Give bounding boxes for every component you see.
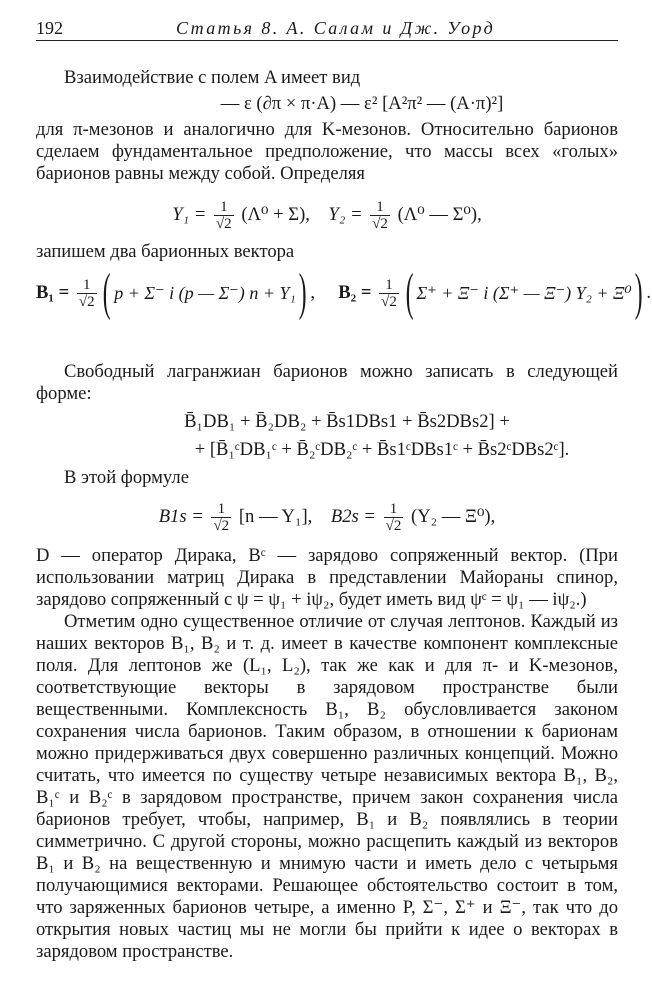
eq-b2s-rhs: (Y₂ — Ξ⁰), xyxy=(411,506,496,527)
equation-y-definitions xyxy=(36,193,618,237)
eq-b1s-fraction xyxy=(211,501,231,534)
fraction-denominator: √2 xyxy=(381,293,397,310)
b1-tail: , xyxy=(310,282,316,303)
paragraph-baryon-assumption: для π-мезонов и аналогично для K-мезонов. Относительно барионов сделаем фундаментальное предположение, что массы всех «голых» барионов равны между собой. Определяя xyxy=(36,119,618,184)
running-header xyxy=(36,0,618,41)
equation-bs-definitions xyxy=(36,495,618,539)
fraction-denominator: √2 xyxy=(78,293,95,310)
eq-y1-label: Y₁ = xyxy=(172,204,207,225)
b2-row-3: Y₂ + Ξ⁰ xyxy=(575,283,632,303)
b2-column xyxy=(417,281,632,305)
eq-b2s-label: B2s = xyxy=(330,506,376,527)
eq-y1-fraction xyxy=(214,199,234,232)
paragraph-leptons-difference: Отметим одно существенное отличие от случая лептонов. Каждый из наших векторов B₁, B₂ и т. д. имеет в качестве компонент комплексные поля. Для лептонов же (L₁, L₂), так же как и для π- и K-мезонов, соответствующие векторы в зарядовом пространстве были вещественными. Комплексность B₁, B₂ обусловливается законом сохранения числа барионов. Таким образом, в отношении к барионам можно придерживаться двух совершенно различных концепций. Можно считать, что имеется по существу четыре независимых вектора B₁, B₂, B₁ᶜ и B₂ᶜ в зарядовом пространстве, причем закон сохранения числа барионов требует, чтобы, например, B₁ и B₂ появлялись в теории симметрично. С другой стороны, можно расщепить каждый из векторов B₁ и B₂ на вещественную и мнимую части и иметь дело с четырьмя получающимися векторами. Решающее обстоятельство состоит в том, что заряженных барионов четыре, а именно P, Σ⁻, Σ⁺ и Ξ⁻, так что до открытия новых частиц мы не могли бы прийти к идее о векторах в зарядовом пространстве. xyxy=(36,611,618,962)
b1-row-3: n + Y₁ xyxy=(249,283,296,303)
fraction-denominator: √2 xyxy=(385,518,402,535)
b2-row-2: i (Σ⁺ — Ξ⁻) xyxy=(483,283,572,303)
b1-column xyxy=(114,281,295,305)
fraction-numerator: 1 xyxy=(83,276,91,293)
b2-label: B₂ = xyxy=(338,282,372,303)
eq-b1s-label: B1s = xyxy=(158,506,204,527)
fraction-numerator: 1 xyxy=(376,199,384,216)
eq-b2s-fraction xyxy=(384,501,404,534)
equation-lagrangian-line-2: + [B̄₁ᶜDB₁ᶜ + B̄₂ᶜDB₂ᶜ + B̄s1ᶜDBs1ᶜ + B̄s2ᶜDBs2ᶜ]. xyxy=(194,439,570,460)
running-title: Статья 8. А. Салам и Дж. Уорд xyxy=(176,18,496,38)
fraction-numerator: 1 xyxy=(217,501,226,518)
paragraph-dirac-operator: D — оператор Дирака, Bᶜ — зарядово сопряженный вектор. (При использовании матриц Дирака в представлении Майораны спинор, зарядово сопряженный с ψ = ψ₁ + iψ₂, будет иметь вид ψᶜ = ψ₁ — iψ₂.) xyxy=(36,545,618,610)
page-number: 192 xyxy=(36,18,63,38)
article-body xyxy=(36,67,652,963)
b2-tail: . xyxy=(646,282,652,303)
eq-y2-fraction xyxy=(370,199,390,232)
b1-label: B₁ = xyxy=(36,282,70,303)
right-paren: ) xyxy=(299,264,307,321)
equation-lagrangian-line-1: B̄₁DB₁ + B̄₂DB₂ + B̄s1DBs1 + B̄s2DBs2] + xyxy=(184,411,510,432)
fraction-denominator: √2 xyxy=(372,216,388,233)
fraction-denominator: √2 xyxy=(215,216,232,233)
fraction-numerator: 1 xyxy=(220,199,228,216)
eq-y1-rhs: (Λ⁰ + Σ), xyxy=(241,204,310,225)
b2-fraction xyxy=(379,277,399,310)
b1-fraction xyxy=(77,277,97,310)
eq-b1s-rhs: [n — Y₁], xyxy=(238,506,313,527)
left-paren: ( xyxy=(405,264,414,321)
eq-y2-rhs: (Λ⁰ — Σ⁰), xyxy=(397,204,482,225)
paragraph-two-vectors: запишем два барионных вектора xyxy=(36,241,295,262)
paragraph-in-this-formula: В этой формуле xyxy=(64,467,189,488)
b1-row-1: p + Σ⁻ xyxy=(114,283,165,303)
equation-field-interaction: — ε (∂π × π·A) — ε² [A²π² — (A·π)²] xyxy=(220,93,504,114)
left-paren: ( xyxy=(103,264,111,321)
paragraph-intro: Взаимодействие с полем A имеет вид xyxy=(64,67,361,88)
b2-row-1: Σ⁺ + Ξ⁻ xyxy=(416,283,479,303)
paragraph-lagrangian: Свободный лагранжиан барионов можно записать в следующей форме: xyxy=(36,361,618,404)
right-paren: ) xyxy=(635,264,643,321)
fraction-numerator: 1 xyxy=(385,276,393,293)
b1-row-2: i (p — Σ⁻) xyxy=(169,283,245,303)
equation-baryon-vectors xyxy=(36,264,652,351)
fraction-denominator: √2 xyxy=(213,518,230,535)
eq-y2-label: Y₂ = xyxy=(328,204,363,225)
fraction-numerator: 1 xyxy=(389,501,398,518)
